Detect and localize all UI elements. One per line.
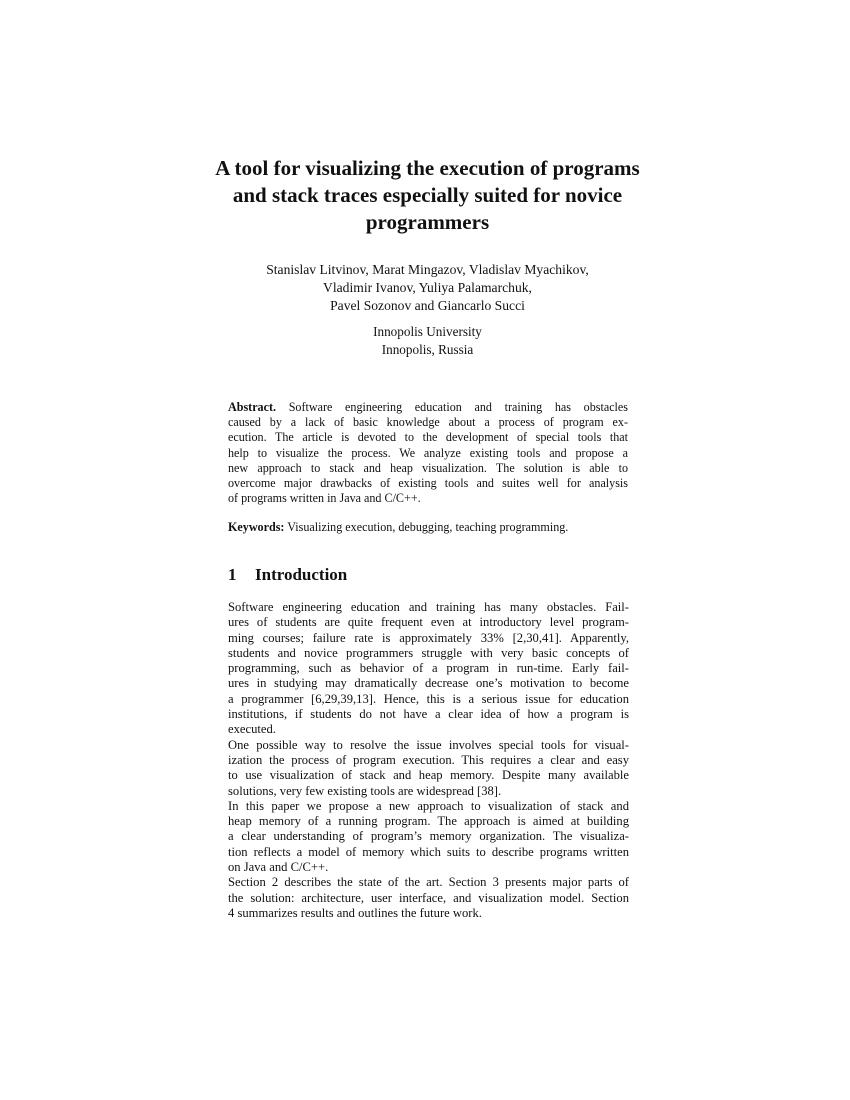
author-line: Stanislav Litvinov, Marat Mingazov, Vladislav Myachikov, — [266, 262, 589, 277]
keywords-label: Keywords: — [228, 520, 285, 534]
text-line: One possible way to resolve the issue involves special tools for visual- — [228, 737, 629, 752]
text-line: solutions, very few existing tools are widespread [38]. — [228, 783, 502, 798]
abstract-text: Software engineering education and training has obstacles — [288, 400, 628, 414]
paragraph — [228, 600, 629, 738]
author-line: Pavel Sozonov and Giancarlo Succi — [330, 298, 525, 313]
author-line: Vladimir Ivanov, Yuliya Palamarchuk, — [323, 280, 532, 295]
text-line: a programmer [6,29,39,13]. Hence, this is a serious issue for education — [228, 691, 629, 706]
title-line: programmers — [365, 210, 490, 234]
text-line: programming, such as behavior of a program in run-time. Early fail- — [228, 661, 629, 676]
title-line: A tool for visualizing the execution of programs — [215, 156, 640, 180]
text-line: heap memory of a running program. The approach is aimed at building — [228, 814, 629, 829]
text-line: students and novice programmers struggle with very basic concepts of — [228, 645, 629, 660]
text-line: on Java and C/C++. — [228, 860, 329, 875]
arxiv-identifier-stamp — [20, 290, 60, 780]
text-line: ures in studying may dramatically decrease one’s motivation to become — [228, 676, 629, 691]
affiliation-line: Innopolis University — [373, 324, 482, 339]
paragraph — [228, 799, 629, 875]
text-line: ures of students are quite frequent even at introductory level program- — [228, 615, 629, 630]
text-line: a clear understanding of program’s memory organization. The visualiza- — [228, 829, 629, 844]
text-line: 4 summarizes results and outlines the future work. — [228, 905, 482, 920]
text-line: institutions, if students do not have a clear idea of how a program is — [228, 707, 629, 722]
paper-title — [180, 155, 675, 236]
abstract-line: of programs written in Java and C/C++. — [228, 491, 421, 506]
abstract-line: help to visualize the process. We analyze existing tools and propose a — [228, 445, 628, 460]
abstract-label: Abstract. — [228, 400, 277, 414]
abstract-line: new approach to stack and heap visualization. The solution is able to — [228, 460, 628, 475]
text-line: In this paper we propose a new approach to visualization of stack and — [228, 798, 629, 813]
text-line: the solution: architecture, user interface, and visualization model. Section — [228, 890, 629, 905]
text-line: Section 2 describes the state of the art. Section 3 presents major parts of — [228, 875, 629, 890]
affiliation — [300, 323, 555, 359]
abstract-line: caused by a lack of basic knowledge about a process of program ex- — [228, 415, 628, 430]
paragraph — [228, 875, 629, 921]
section-number: 1 — [228, 565, 237, 584]
text-line: ization the process of program execution. This requires a clear and easy — [228, 752, 629, 767]
author-list — [200, 261, 655, 315]
title-line: and stack traces especially suited for novice — [232, 183, 623, 207]
section-heading — [228, 564, 347, 586]
text-line: Software engineering education and training has many obstacles. Fail- — [228, 600, 629, 614]
abstract-line-first — [228, 400, 628, 415]
text-line: executed. — [228, 722, 276, 737]
paragraph — [228, 738, 629, 799]
introduction-body — [228, 600, 629, 921]
keywords — [228, 520, 628, 535]
abstract-line: overcome major drawbacks of existing tools and suites well for analysis — [228, 476, 628, 491]
keywords-text: Visualizing execution, debugging, teaching programming. — [287, 520, 569, 534]
text-line: tion reflects a model of memory which suits to describe programs written — [228, 844, 629, 859]
abstract — [228, 400, 628, 506]
text-line: ming courses; failure rate is approximately 33% [2,30,41]. Apparently, — [228, 630, 629, 645]
section-title: Introduction — [255, 565, 348, 584]
abstract-line: ecution. The article is devoted to the development of special tools that — [228, 430, 628, 445]
affiliation-line: Innopolis, Russia — [381, 342, 474, 357]
text-line: to use visualization of stack and heap memory. Despite many available — [228, 768, 629, 783]
